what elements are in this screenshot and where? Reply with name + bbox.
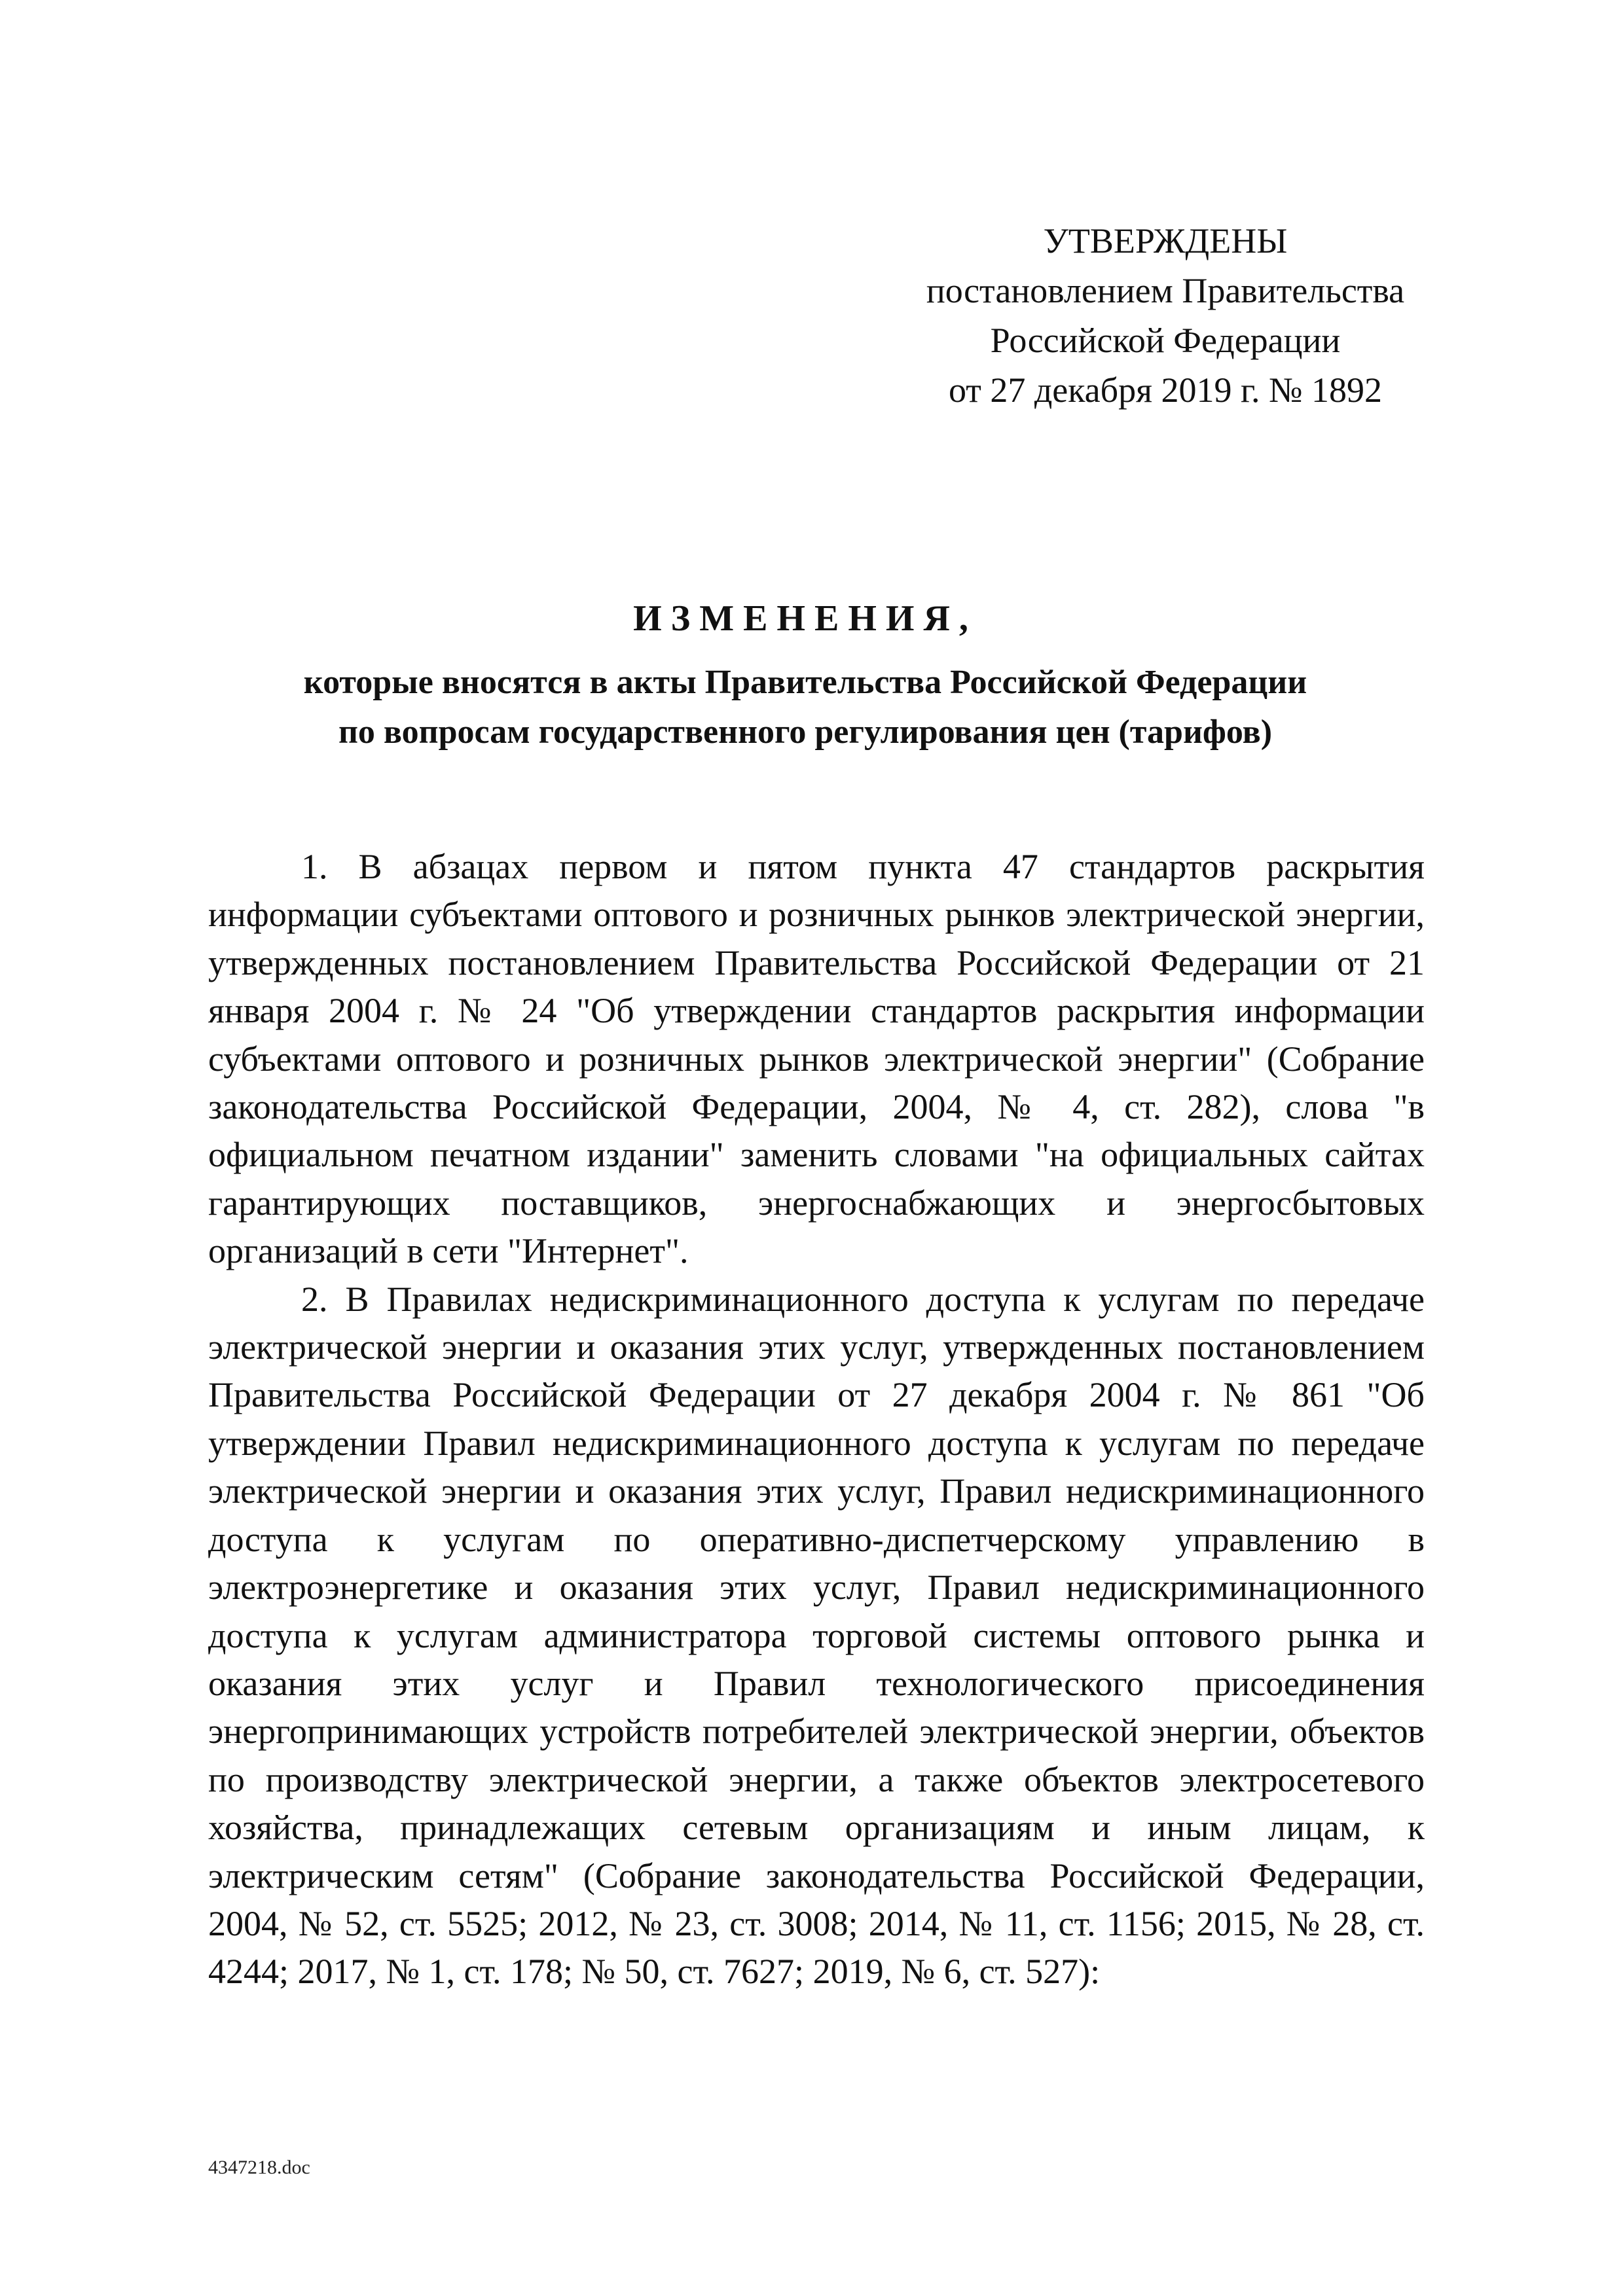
file-name-footer: 4347218.doc (208, 2157, 310, 2178)
document-subtitle-line-1: которые вносятся в акты Правительства Российской Федерации (303, 664, 1307, 701)
document-body (208, 843, 1425, 1996)
approval-line-date: от 27 декабря 2019 г. № 1892 (948, 370, 1383, 410)
document-title-block (190, 592, 1421, 757)
document-title: ИЗМЕНЕНИЯ, (633, 598, 977, 639)
document-subtitle-line-2: по вопросам государственного регулирования цен (тарифов) (338, 713, 1273, 751)
approval-block (871, 216, 1460, 415)
approval-line-resolution: постановлением Правительства (926, 271, 1405, 310)
paragraph-2: 2. В Правилах недискриминационного доступа к услугам по передаче электрической энергии и оказания этих услуг, утвержденных постановлением Правительства Российской Федерации от 27 декабря 2004 г. № 861 "Об утверждении Правил недискриминационного доступа к услугам по передаче электрической энергии и оказания этих услуг, Правил недискриминационного доступа к услугам по оперативно-диспетчерскому управлению в электроэнергетике и оказания этих услуг, Правил недискриминационного доступа к услугам администратора торговой системы оптового рынка и оказания этих услуг и Правил технологического присоединения энергопринимающих устройств потребителей электрической энергии, объектов по производству электрической энергии, а также объектов электросетевого хозяйства, принадлежащих сетевым организациям и иным лицам, к электрическим сетям" (Собрание законодательства Российской Федерации, 2004, № 52, ст. 5525; 2012, № 23, ст. 3008; 2014, № 11, ст. 1156; 2015, № 28, ст. 4244; 2017, № 1, ст. 178; № 50, ст. 7627; 2019, № 6, ст. 527): (208, 1279, 1425, 1992)
approval-heading: УТВЕРЖДЕНЫ (1043, 221, 1288, 260)
approval-line-country: Российской Федерации (990, 321, 1341, 360)
paragraph-1: 1. В абзацах первом и пятом пункта 47 стандартов раскрытия информации субъектами оптового и розничных рынков электрической энергии, утвержденных постановлением Правительства Российской Федерации от 21 января 2004 г. № 24 "Об утверждении стандартов раскрытия информации субъектами оптового и розничных рынков электрической энергии" (Собрание законодательства Российской Федерации, 2004, № 4, ст. 282), слова "в официальном печатном издании" заменить словами "на официальных сайтах гарантирующих поставщиков, энергоснабжающих и энергосбытовых организаций в сети "Интернет". (208, 847, 1425, 1271)
